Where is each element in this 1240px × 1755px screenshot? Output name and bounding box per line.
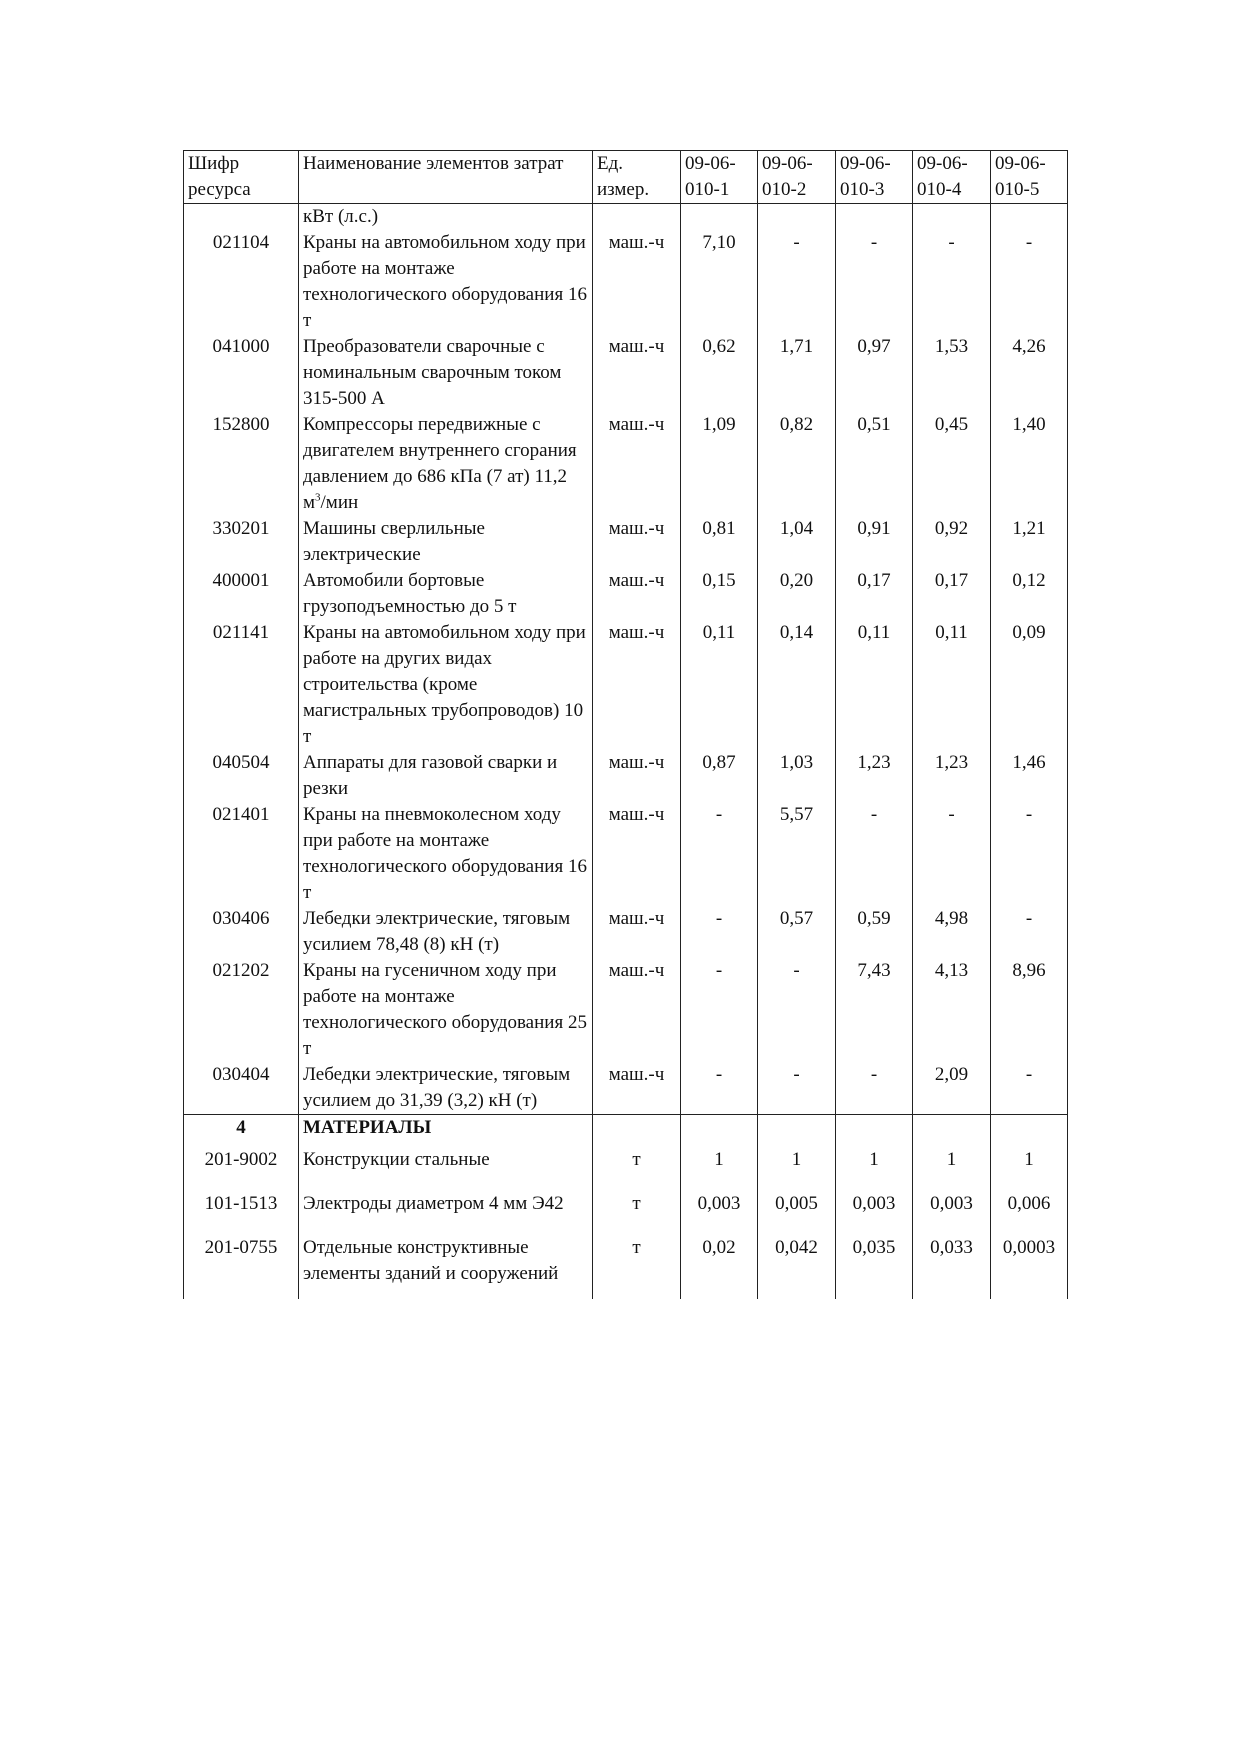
value-cell: 0,87	[681, 750, 758, 802]
value-cell: -	[681, 958, 758, 1062]
value-cell: 0,035	[836, 1229, 913, 1299]
resource-name-text: Конструкции стальные	[303, 1149, 490, 1170]
header-code: Шифр ресурса	[184, 151, 299, 204]
value-cell: -	[681, 906, 758, 958]
header-col-1: 09-06-010-1	[681, 151, 758, 204]
value-cell: 0,92	[913, 516, 991, 568]
resource-name	[299, 750, 593, 802]
value-cell: 0,003	[681, 1185, 758, 1229]
value-cell: -	[758, 230, 836, 334]
value-cell: 0,17	[913, 568, 991, 620]
section-number: 4	[184, 1115, 299, 1142]
value-cell: -	[913, 230, 991, 334]
resource-name	[299, 412, 593, 516]
header-name: Наименование элементов затрат	[299, 151, 593, 204]
header-col-4: 09-06-010-4	[913, 151, 991, 204]
value-cell: 1	[836, 1141, 913, 1185]
header-col-3: 09-06-010-3	[836, 151, 913, 204]
value-cell: 1,04	[758, 516, 836, 568]
section-title: МАТЕРИАЛЫ	[299, 1115, 593, 1142]
resource-code: 201-9002	[184, 1141, 299, 1185]
header-col-2: 09-06-010-2	[758, 151, 836, 204]
table-row	[184, 412, 1068, 516]
value-cell: 1,40	[991, 412, 1068, 516]
value-cell: 1	[991, 1141, 1068, 1185]
resource-code: 101-1513	[184, 1185, 299, 1229]
unit: маш.-ч	[593, 334, 681, 412]
resource-table	[183, 150, 1068, 1299]
value-cell: 0,042	[758, 1229, 836, 1299]
value-cell: -	[913, 802, 991, 906]
resource-name-tail: /мин	[320, 492, 359, 513]
table-row	[184, 620, 1068, 750]
header-unit: Ед. измер.	[593, 151, 681, 204]
resource-name-text: Краны на автомобильном ходу при работе на других видах строительства (кроме магистральных трубопроводов) 10 т	[303, 622, 586, 747]
unit: маш.-ч	[593, 750, 681, 802]
unit: маш.-ч	[593, 568, 681, 620]
value-cell: 0,57	[758, 906, 836, 958]
resource-code: 030404	[184, 1062, 299, 1115]
value-cell: 1,23	[913, 750, 991, 802]
section-row-materials	[184, 1115, 1068, 1142]
value-cell: 0,033	[913, 1229, 991, 1299]
value-cell: -	[836, 802, 913, 906]
value-cell: -	[681, 1062, 758, 1115]
table-row	[184, 334, 1068, 412]
table-row	[184, 906, 1068, 958]
unit: маш.-ч	[593, 230, 681, 334]
value-cell: 0,45	[913, 412, 991, 516]
resource-code: 021141	[184, 620, 299, 750]
resource-name-text: Лебедки электрические, тяговым усилием 78,48 (8) кН (т)	[303, 908, 571, 955]
value-cell: 1,09	[681, 412, 758, 516]
value-cell: -	[991, 230, 1068, 334]
value-cell: 0,62	[681, 334, 758, 412]
value-cell: 0,15	[681, 568, 758, 620]
value-cell: 7,43	[836, 958, 913, 1062]
value-cell: 1	[913, 1141, 991, 1185]
resource-name	[299, 1229, 593, 1299]
value-cell: 0,59	[836, 906, 913, 958]
value-cell: -	[758, 958, 836, 1062]
resource-name-text: Отдельные конструктивные элементы зданий и сооружений	[303, 1237, 559, 1284]
resource-name-text: Электроды диаметром 4 мм Э42	[303, 1193, 564, 1214]
resource-name-text: Краны на гусеничном ходу при работе на монтаже технологического оборудования 25 т	[303, 960, 587, 1059]
value-cell: 4,26	[991, 334, 1068, 412]
resource-name	[299, 334, 593, 412]
resource-name	[299, 958, 593, 1062]
value-cell: 1	[758, 1141, 836, 1185]
unit: маш.-ч	[593, 516, 681, 568]
resource-code: 021104	[184, 230, 299, 334]
resource-name-text: Автомобили бортовые грузоподъемностью до 5 т	[303, 570, 517, 617]
value-cell: 0,82	[758, 412, 836, 516]
value-cell: 0,02	[681, 1229, 758, 1299]
superscript: 3	[315, 491, 321, 504]
table-row	[184, 802, 1068, 906]
unit: т	[593, 1185, 681, 1229]
resource-name-text: Краны на автомобильном ходу при работе на монтаже технологического оборудования 16 т	[303, 232, 587, 331]
resource-name	[299, 620, 593, 750]
resource-name	[299, 230, 593, 334]
value-cell: 0,97	[836, 334, 913, 412]
value-cell: 8,96	[991, 958, 1068, 1062]
unit: маш.-ч	[593, 620, 681, 750]
table-row	[184, 230, 1068, 334]
resource-name	[299, 516, 593, 568]
value-cell: -	[836, 230, 913, 334]
value-cell: -	[991, 906, 1068, 958]
value-cell: 1	[681, 1141, 758, 1185]
resource-code: 021202	[184, 958, 299, 1062]
value-cell: 0,17	[836, 568, 913, 620]
table-row	[184, 568, 1068, 620]
resource-name	[299, 1141, 593, 1185]
value-cell: 0,14	[758, 620, 836, 750]
resource-code: 041000	[184, 334, 299, 412]
resource-name-text: Компрессоры передвижные с двигателем внутреннего сгорания давлением до 686 кПа (7 ат) 11,2 м	[303, 414, 577, 513]
unit: маш.-ч	[593, 958, 681, 1062]
value-cell: -	[836, 1062, 913, 1115]
cell-code	[184, 204, 299, 231]
value-cell: 1,03	[758, 750, 836, 802]
continuation-text: кВт (л.с.)	[299, 204, 593, 231]
value-cell: 0,51	[836, 412, 913, 516]
value-cell: 0,11	[836, 620, 913, 750]
resource-code: 400001	[184, 568, 299, 620]
table-row	[184, 1185, 1068, 1229]
resource-code: 030406	[184, 906, 299, 958]
resource-code: 330201	[184, 516, 299, 568]
resource-code: 040504	[184, 750, 299, 802]
value-cell: 1,71	[758, 334, 836, 412]
table-row	[184, 958, 1068, 1062]
resource-name	[299, 1185, 593, 1229]
resource-code: 152800	[184, 412, 299, 516]
value-cell: -	[991, 802, 1068, 906]
cell-unit	[593, 204, 681, 231]
table-row	[184, 1141, 1068, 1185]
unit: т	[593, 1141, 681, 1185]
resource-name-text: Аппараты для газовой сварки и резки	[303, 752, 558, 799]
value-cell: 0,003	[913, 1185, 991, 1229]
value-cell: 0,12	[991, 568, 1068, 620]
value-cell: 1,23	[836, 750, 913, 802]
value-cell: 1,53	[913, 334, 991, 412]
value-cell: 5,57	[758, 802, 836, 906]
value-cell: 0,91	[836, 516, 913, 568]
resource-name-text: Преобразователи сварочные с номинальным сварочным током 315-500 А	[303, 336, 562, 409]
resource-name-text: Машины сверлильные электрические	[303, 518, 485, 565]
unit: маш.-ч	[593, 412, 681, 516]
value-cell: -	[681, 802, 758, 906]
value-cell: 0,0003	[991, 1229, 1068, 1299]
table-header-row	[184, 151, 1068, 204]
value-cell: 2,09	[913, 1062, 991, 1115]
value-cell: 0,11	[913, 620, 991, 750]
resource-name	[299, 1062, 593, 1115]
value-cell: 0,006	[991, 1185, 1068, 1229]
table-row	[184, 516, 1068, 568]
document-page	[183, 150, 1067, 1299]
value-cell: -	[991, 1062, 1068, 1115]
value-cell: 0,11	[681, 620, 758, 750]
continuation-row	[184, 204, 1068, 231]
table-row	[184, 750, 1068, 802]
resource-name	[299, 802, 593, 906]
unit: т	[593, 1229, 681, 1299]
value-cell: 4,13	[913, 958, 991, 1062]
value-cell: -	[758, 1062, 836, 1115]
resource-name	[299, 906, 593, 958]
unit: маш.-ч	[593, 1062, 681, 1115]
value-cell: 1,21	[991, 516, 1068, 568]
value-cell: 4,98	[913, 906, 991, 958]
value-cell: 0,81	[681, 516, 758, 568]
table-row	[184, 1229, 1068, 1299]
unit: маш.-ч	[593, 906, 681, 958]
value-cell: 0,20	[758, 568, 836, 620]
resource-name-text: Лебедки электрические, тяговым усилием до 31,39 (3,2) кН (т)	[303, 1064, 571, 1111]
value-cell: 0,005	[758, 1185, 836, 1229]
value-cell: 0,09	[991, 620, 1068, 750]
header-col-5: 09-06-010-5	[991, 151, 1068, 204]
table-row	[184, 1062, 1068, 1115]
resource-name	[299, 568, 593, 620]
value-cell: 0,003	[836, 1185, 913, 1229]
resource-name-text: Краны на пневмоколесном ходу при работе на монтаже технологического оборудования 16 т	[303, 804, 587, 903]
unit: маш.-ч	[593, 802, 681, 906]
resource-code: 201-0755	[184, 1229, 299, 1299]
value-cell: 7,10	[681, 230, 758, 334]
value-cell: 1,46	[991, 750, 1068, 802]
resource-code: 021401	[184, 802, 299, 906]
